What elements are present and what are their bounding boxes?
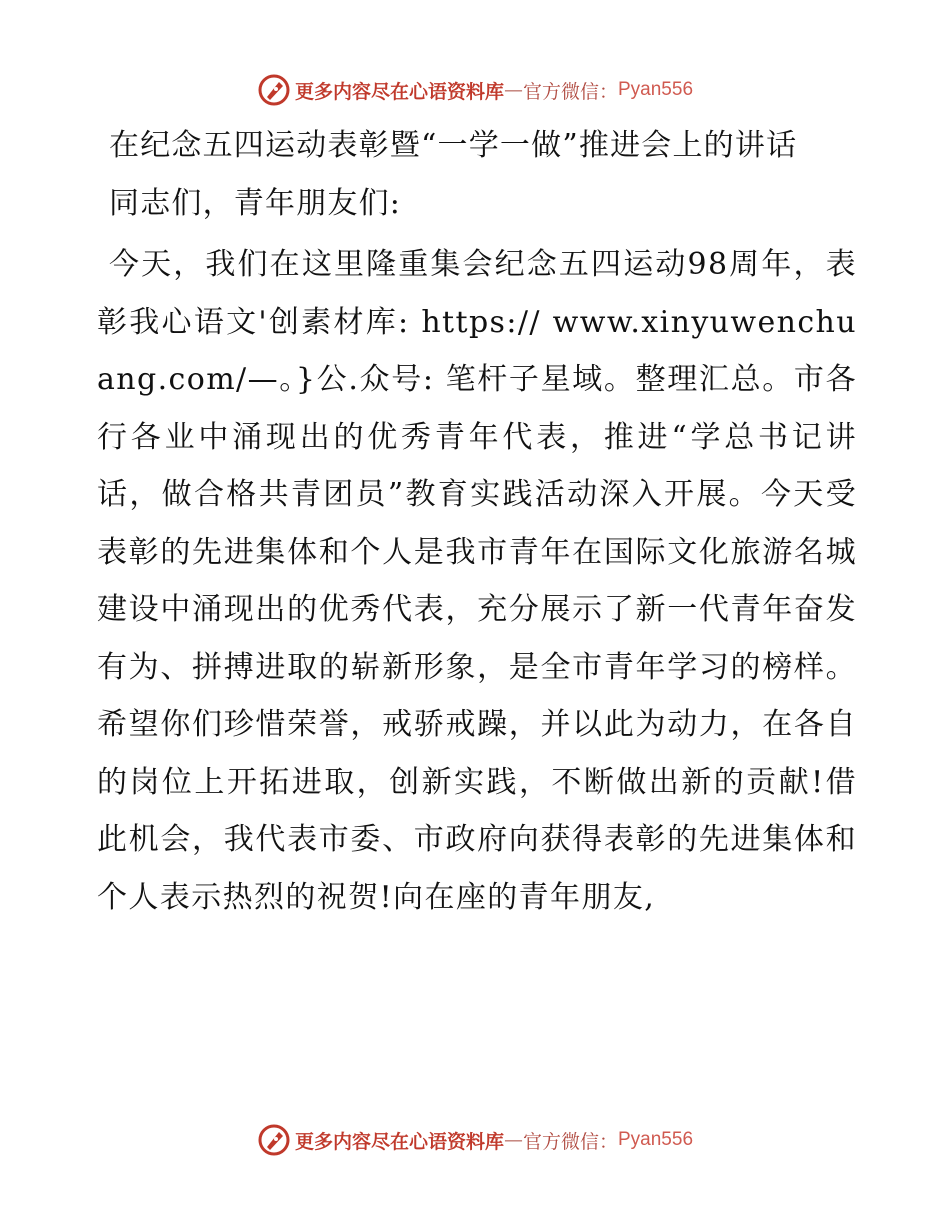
watermark-separator: — [503, 1129, 523, 1151]
pen-nib-logo-icon [257, 73, 291, 107]
salutation: 同志们，青年朋友们: [109, 186, 402, 221]
document-title: 在纪念五四运动表彰暨“一学一做”推进会上的讲话 [109, 128, 798, 163]
watermark-wechat-label: 官方微信： [522, 80, 618, 103]
body-paragraph: 今天，我们在这里隆重集会纪念五四运动98周年，表彰我心语文'创素材库: https:// www.xinyuwenchuang.com/—。}公.众号: 笔杆子星域。整理汇总。市各行各业中涌现出的优秀青年代表，推进“学总书记讲话，做合格共青团员”教育实践活动深入开展。今天受表彰的先进集体和个人是我市青年在国际文化旅游名城建设中涌现出的优秀代表，充分展示了新一代青年奋发有为、拼搏进取的崭新形象，是全市青年学习的榜样。希望你们珍惜荣誉，戒骄戒躁，并以此为动力，在各自的岗位上开拓进取，创新实践，不断做出新的贡献!借此机会，我代表市委、市政府向获得表彰的先进集体和个人表示热烈的祝贺!向在座的青年朋友, [97, 247, 857, 915]
watermark-text: 更多内容尽在心语资料库 [294, 80, 504, 103]
document-body [97, 120, 857, 926]
header-watermark [0, 70, 950, 110]
watermark-wechat-label: 官方微信： [522, 1130, 618, 1153]
watermark-wechat-id: Pyan556 [618, 1129, 694, 1150]
pen-nib-logo-icon [257, 1123, 291, 1157]
watermark-text: 更多内容尽在心语资料库 [294, 1130, 504, 1153]
watermark-separator: — [503, 79, 523, 101]
footer-watermark [0, 1120, 950, 1160]
watermark-wechat-id: Pyan556 [618, 79, 694, 100]
